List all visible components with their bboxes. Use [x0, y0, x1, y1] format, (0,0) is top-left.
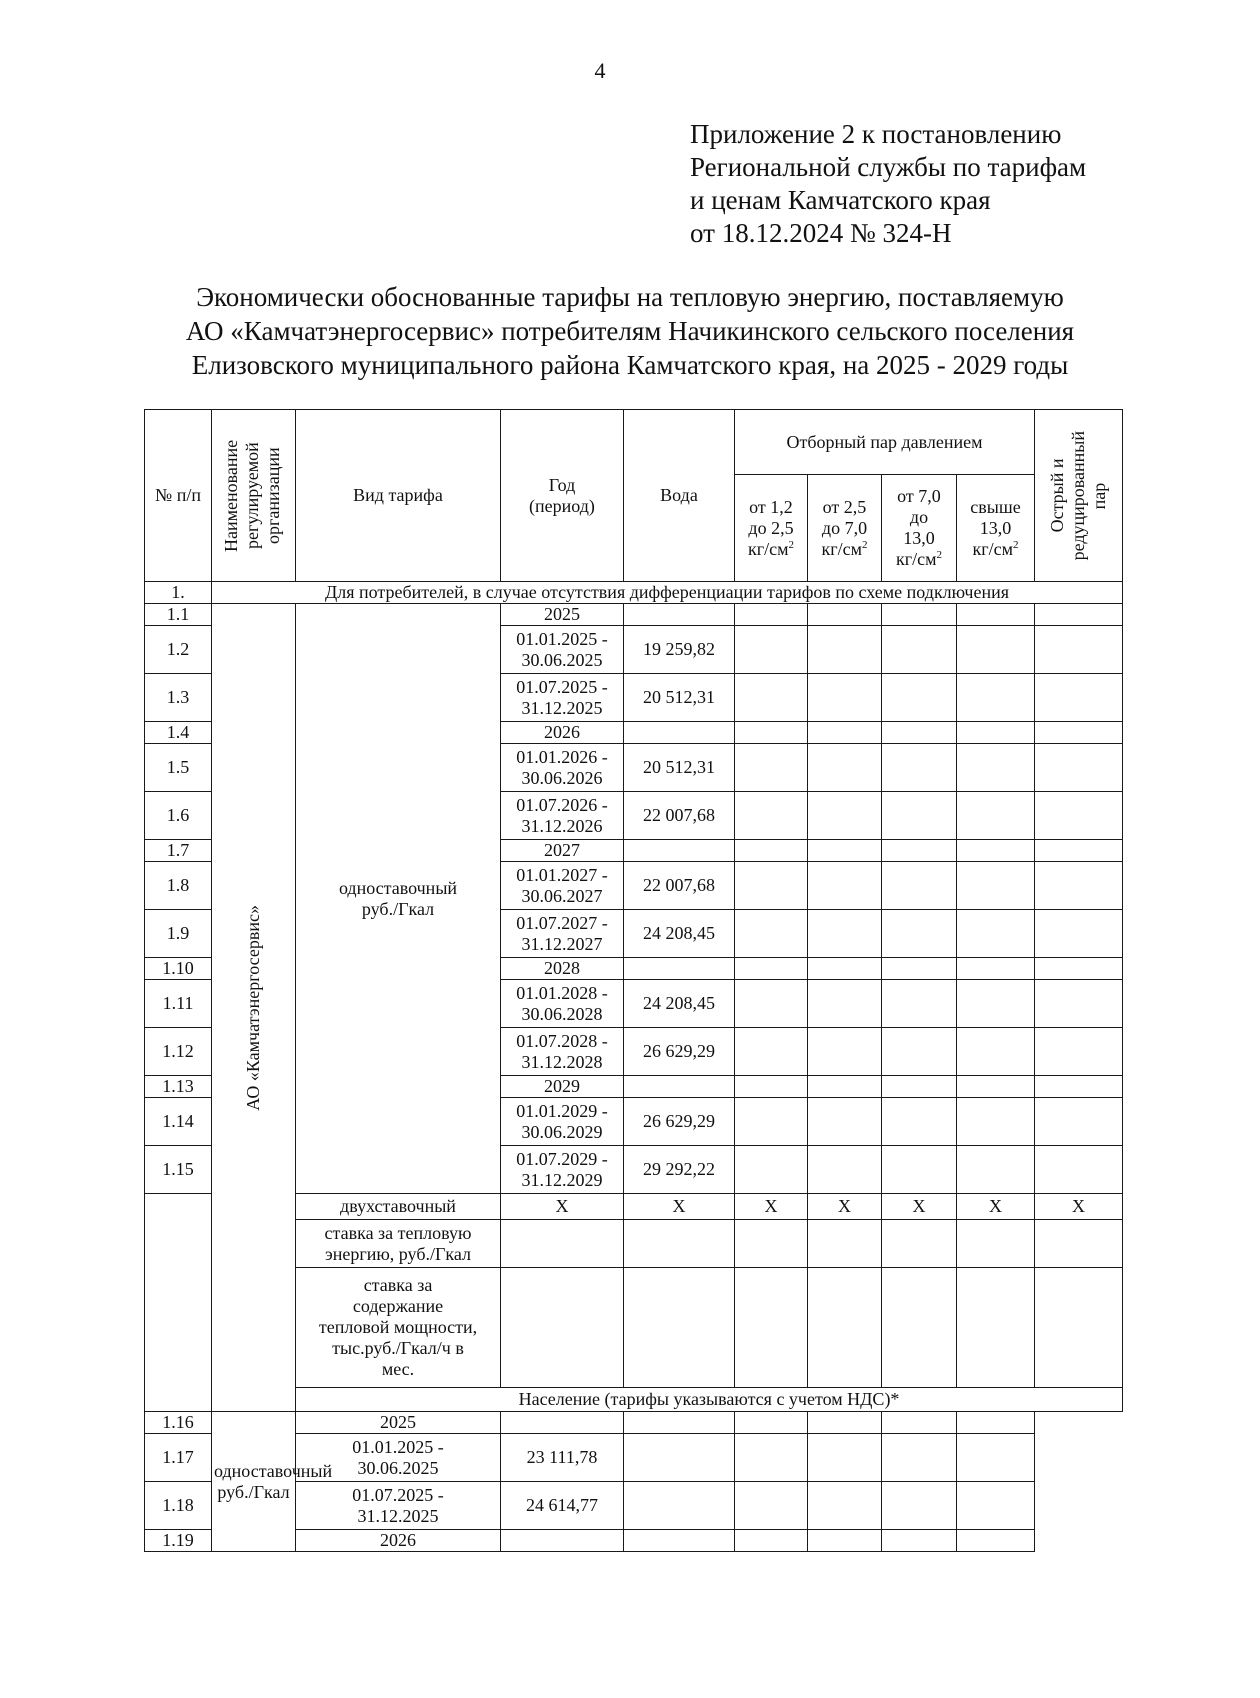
header-organization	[212, 410, 296, 582]
header-period-line-1: Год	[548, 474, 576, 495]
heat-rate-label: ставка за тепловую энергию, руб./Гкал	[296, 1220, 501, 1268]
row-num: 1.15	[145, 1146, 212, 1194]
row-num: 1.10	[145, 958, 212, 980]
two-rate-x: X	[735, 1194, 808, 1220]
row-num: 1.18	[145, 1482, 212, 1530]
two-rate-x: X	[1035, 1194, 1123, 1220]
row-water	[501, 1412, 624, 1434]
row-period: 01.07.2028 - 31.12.2028	[501, 1028, 624, 1076]
two-rate-x: X	[957, 1194, 1035, 1220]
two-rate-x: X	[624, 1194, 735, 1220]
table-row	[145, 1412, 1123, 1434]
appendix-line-4: от 18.12.2024 № 324-Н	[690, 218, 952, 248]
header-pressure-3: от 7,0 до 13,0 $кг/см^2$	[882, 475, 957, 582]
row-num: 1.14	[145, 1098, 212, 1146]
row-num: 1.11	[145, 980, 212, 1028]
row-period: 01.01.2026 - 30.06.2026	[501, 744, 624, 792]
header-organization-text: Наименование регулируемой организации	[220, 439, 283, 552]
document-title	[0, 280, 1260, 382]
row-num: 1.7	[145, 840, 212, 862]
organization-cell	[212, 604, 296, 1412]
row-period: 01.01.2025 - 30.06.2025	[296, 1434, 501, 1482]
row-water: 22 007,68	[624, 862, 735, 910]
row-num: 1.12	[145, 1028, 212, 1076]
row-num: 1.13	[145, 1076, 212, 1098]
row-water	[624, 840, 735, 862]
row-water: 23 111,78	[501, 1434, 624, 1482]
row-water: 20 512,31	[624, 744, 735, 792]
capacity-rate-label: ставка за содержание тепловой мощности, тыс.руб./Гкал/ч в мес.	[296, 1268, 501, 1388]
row-num: 1.2	[145, 626, 212, 674]
row-period: 2028	[501, 958, 624, 980]
row-period: 2025	[296, 1412, 501, 1434]
tariff-table	[144, 409, 1123, 1552]
row-water: 24 208,45	[624, 910, 735, 958]
row-water	[624, 1076, 735, 1098]
row-period: 2027	[501, 840, 624, 862]
title-line-1: Экономически обоснованные тарифы на тепловую энергию, поставляемую	[196, 282, 1064, 312]
section-label: Для потребителей, в случае отсутствия дифференциации тарифов по схеме подключения	[212, 582, 1123, 604]
header-sharp-steam	[1035, 410, 1123, 582]
row-water: 24 614,77	[501, 1482, 624, 1530]
row-water	[624, 722, 735, 744]
row-num: 1.8	[145, 862, 212, 910]
row-water: 20 512,31	[624, 674, 735, 722]
row-period: 2026	[296, 1530, 501, 1552]
single-rate-cell: одноставочный руб./Гкал	[296, 604, 501, 1194]
two-rate-label: двухставочный	[296, 1194, 501, 1220]
header-pressure-1: от 1,2 до 2,5 $кг/см^2$	[735, 475, 808, 582]
row-num-empty	[145, 1194, 212, 1412]
row-period: 01.01.2028 - 30.06.2028	[501, 980, 624, 1028]
row-period: 2025	[501, 604, 624, 626]
appendix-line-1: Приложение 2 к постановлению	[690, 119, 1062, 149]
title-line-3: Елизовского муниципального района Камчатского края, на 2025 - 2029 годы	[191, 350, 1069, 380]
row-water: 29 292,22	[624, 1146, 735, 1194]
row-period: 01.01.2027 - 30.06.2027	[501, 862, 624, 910]
header-num: № п/п	[145, 410, 212, 582]
section-row	[145, 582, 1123, 604]
header-period-line-2: (период)	[529, 495, 595, 516]
row-num: 1.4	[145, 722, 212, 744]
row-period: 01.01.2025 - 30.06.2025	[501, 626, 624, 674]
row-period: 01.07.2026 - 31.12.2026	[501, 792, 624, 840]
two-rate-x: X	[808, 1194, 882, 1220]
row-water: 24 208,45	[624, 980, 735, 1028]
table-row	[145, 604, 1123, 626]
row-water	[624, 958, 735, 980]
header-water: Вода	[624, 410, 735, 582]
row-period: 01.01.2029 - 30.06.2029	[501, 1098, 624, 1146]
row-period: 2026	[501, 722, 624, 744]
row-num: 1.5	[145, 744, 212, 792]
appendix-line-2: Региональной службы по тарифам	[690, 152, 1087, 182]
row-period: 2029	[501, 1076, 624, 1098]
header-tariff-type: Вид тарифа	[296, 410, 501, 582]
appendix-line-3: и ценам Камчатского края	[690, 185, 991, 215]
row-period: 01.07.2025 - 31.12.2025	[501, 674, 624, 722]
header-pressure-4: свыше 13,0 $кг/см^2$	[957, 475, 1035, 582]
row-num: 1.9	[145, 910, 212, 958]
row-water	[501, 1530, 624, 1552]
header-row-1	[145, 410, 1123, 475]
row-water: 22 007,68	[624, 792, 735, 840]
two-rate-x: X	[882, 1194, 957, 1220]
population-label: Население (тарифы указываются с учетом НДС)*	[296, 1388, 1123, 1412]
header-period	[501, 410, 624, 582]
two-rate-x: X	[501, 1194, 624, 1220]
section-num: 1.	[145, 582, 212, 604]
header-sharp-steam-text: Острый и редуцированный пар	[1047, 430, 1110, 561]
header-pressure-2: от 2,5 до 7,0 $кг/см^2$	[808, 475, 882, 582]
row-num: 1.6	[145, 792, 212, 840]
row-water	[624, 604, 735, 626]
row-num: 1.17	[145, 1434, 212, 1482]
row-water: 19 259,82	[624, 626, 735, 674]
page-number: 4	[594, 58, 606, 83]
row-period: 01.07.2029 - 31.12.2029	[501, 1146, 624, 1194]
organization-name: АО «Камчатэнергосервис»	[243, 904, 263, 1111]
row-num: 1.19	[145, 1530, 212, 1552]
row-water: 26 629,29	[624, 1028, 735, 1076]
single-rate-cell-population: одноставочный руб./Гкал	[212, 1412, 296, 1552]
header-steam-group: Отборный пар давлением	[735, 410, 1035, 475]
row-num: 1.16	[145, 1412, 212, 1434]
row-period: 01.07.2027 - 31.12.2027	[501, 910, 624, 958]
row-num: 1.3	[145, 674, 212, 722]
row-period: 01.07.2025 - 31.12.2025	[296, 1482, 501, 1530]
row-water: 26 629,29	[624, 1098, 735, 1146]
title-line-2: АО «Камчатэнергосервис» потребителям Начикинского сельского поселения	[185, 316, 1075, 346]
row-num: 1.1	[145, 604, 212, 626]
appendix-note	[690, 118, 1086, 250]
